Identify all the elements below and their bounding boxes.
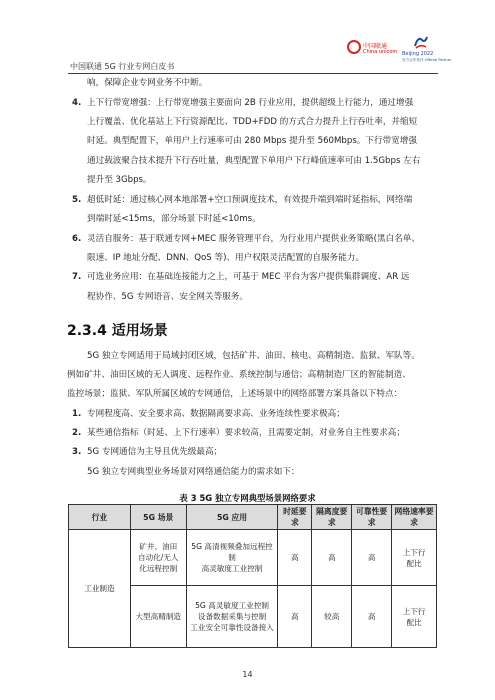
feature-number: 2.	[72, 428, 82, 438]
header-rate: 网络速率要求	[392, 505, 437, 530]
paragraph-line: 限速、IP 地址分配、DNN、QoS 等)、用户权限灵活配置的自服务能力。	[87, 253, 364, 263]
scene-cell: 大型高精制造	[130, 586, 186, 648]
header-divider	[68, 73, 438, 74]
page-number: 14	[242, 670, 253, 679]
application-line: 设备数据采集与控制	[197, 612, 267, 621]
table-caption: 表 3 5G 独立专网典型场景网络要求	[179, 493, 316, 503]
feature-item: 专网程度高、安全要求高、数据隔离要求高、业务连续性要求极高；	[87, 409, 345, 419]
header-industry: 行业	[69, 505, 131, 530]
item-number: 5.	[72, 195, 82, 205]
rate-cell	[392, 586, 437, 648]
requirements-table	[68, 504, 437, 648]
item-number: 6.	[72, 234, 82, 244]
olympic-logo-sub: 官方合作伙伴 Official Partner	[402, 58, 452, 62]
paragraph-line: 灵活自服务：基于联通专网+MEC 服务管理平台，为行业用户提供业务策略(黑白名单、	[87, 234, 420, 244]
intro-line: 5G 独立专网适用于局域封闭区域，包括矿井、油田、核电、高精制造、监狱、军队等。	[87, 351, 420, 361]
intro-line: 监控场景；监狱、军队所属区域的专网通信，上述场景中的网络部署方案具备以下特点：	[67, 389, 403, 399]
header-scene: 5G 场景	[130, 505, 186, 530]
scene-line: 自动化/无人	[137, 553, 179, 562]
paragraph-line: 到端时延<15ms，部分场景下时延<10ms。	[87, 214, 261, 224]
latency-cell: 高	[278, 586, 312, 648]
paragraph-line: 上下行带宽增强：上行带宽增强主要面向 2B 行业应用，提供超级上行能力，通过增强	[87, 98, 414, 108]
latency-cell: 高	[278, 530, 312, 586]
unicom-logo-cn: 中国联通	[363, 43, 388, 50]
header-isolation: 隔离度要求	[312, 505, 352, 530]
reliability-cell: 高	[352, 586, 392, 648]
item-number: 4.	[72, 98, 82, 108]
table-row	[69, 530, 437, 586]
scene-cell	[130, 530, 186, 586]
application-cell	[186, 530, 278, 586]
feature-item: 5G 专网通信为主导且优先级最高；	[87, 447, 223, 457]
application-cell	[186, 586, 278, 648]
running-header: 中国联通 5G 行业专网白皮书	[70, 62, 175, 71]
olympic-logo-text: Beijing 2022	[402, 51, 434, 57]
industry-cell: 工业制造	[69, 530, 131, 648]
unicom-logo-en: China unicom	[363, 49, 398, 55]
olympic-emblem-icon	[412, 34, 430, 50]
application-line: 5G 高灵敏度工业控制	[195, 601, 269, 610]
table-intro: 5G 独立专网典型业务场景对网络通信能力的需求如下：	[87, 467, 300, 477]
rate-line: 上下行	[402, 606, 426, 616]
item-number: 7.	[72, 272, 82, 282]
rate-line: 上下行	[402, 547, 426, 557]
paragraph-line: 时延。典型配置下，单用户上行速率可由 280 Mbps 提升至 560Mbps。下行带宽增强	[87, 136, 417, 146]
rate-line: 配比	[406, 617, 422, 627]
header-reliability: 可靠性要求	[352, 505, 392, 530]
feature-number: 1.	[72, 409, 82, 419]
paragraph-line: 超低时延：通过核心网本地部署+空口预调度技术，有效提升端到端时延指标，网络端	[87, 195, 413, 205]
feature-item: 某些通信指标（时延、上下行速率）要求较高，且需要定制，对业务自主性要求高；	[87, 428, 405, 438]
rate-cell	[392, 530, 437, 586]
paragraph-line: 上行覆盖、优化基站上下行资源配比、TDD+FDD 的方式合力提升上行吞吐率，并缩短	[87, 117, 418, 127]
rate-line: 配比	[406, 558, 422, 568]
feature-number: 3.	[72, 447, 82, 457]
application-line: 工业安全可靠性设备接入	[190, 623, 274, 632]
paragraph-line: 提升至 3Gbps。	[87, 175, 152, 185]
paragraph-line: 可选业务应用：在基础连接能力之上，可基于 MEC 平台为客户提供集群调度、AR 远	[87, 272, 410, 282]
scene-line: 矿井、油田	[139, 542, 178, 551]
table-header-row	[69, 505, 437, 530]
isolation-cell: 较高	[312, 586, 352, 648]
paragraph-line: 通过载波聚合技术提升下行吞吐量，典型配置下单用户下行峰值速率可由 1.5Gbps 左右	[87, 156, 421, 166]
scene-line: 化远程控制	[139, 564, 178, 573]
paragraph-line: 程协作、5G 专网语音、安全网关等服务。	[87, 292, 248, 302]
application-line: 高灵敏度工业控制	[201, 564, 263, 573]
section-heading: 2.3.4 适用场景	[67, 323, 168, 339]
logo-beijing-2022	[402, 34, 452, 66]
isolation-cell: 高	[312, 530, 352, 586]
paragraph-line: 响，保障企业专网业务不中断。	[87, 78, 208, 88]
application-line: 5G 高清视频叠加远程控制	[191, 542, 273, 562]
header-application: 5G 应用	[186, 505, 278, 530]
logo-china-unicom	[345, 38, 397, 64]
unicom-knot-icon	[347, 40, 361, 54]
reliability-cell: 高	[352, 530, 392, 586]
intro-line: 例如矿井、油田区域的无人调度、远程作业、系统控制与通信；高精制造厂区的智能制造、	[67, 370, 411, 380]
header-latency: 时延要求	[278, 505, 312, 530]
